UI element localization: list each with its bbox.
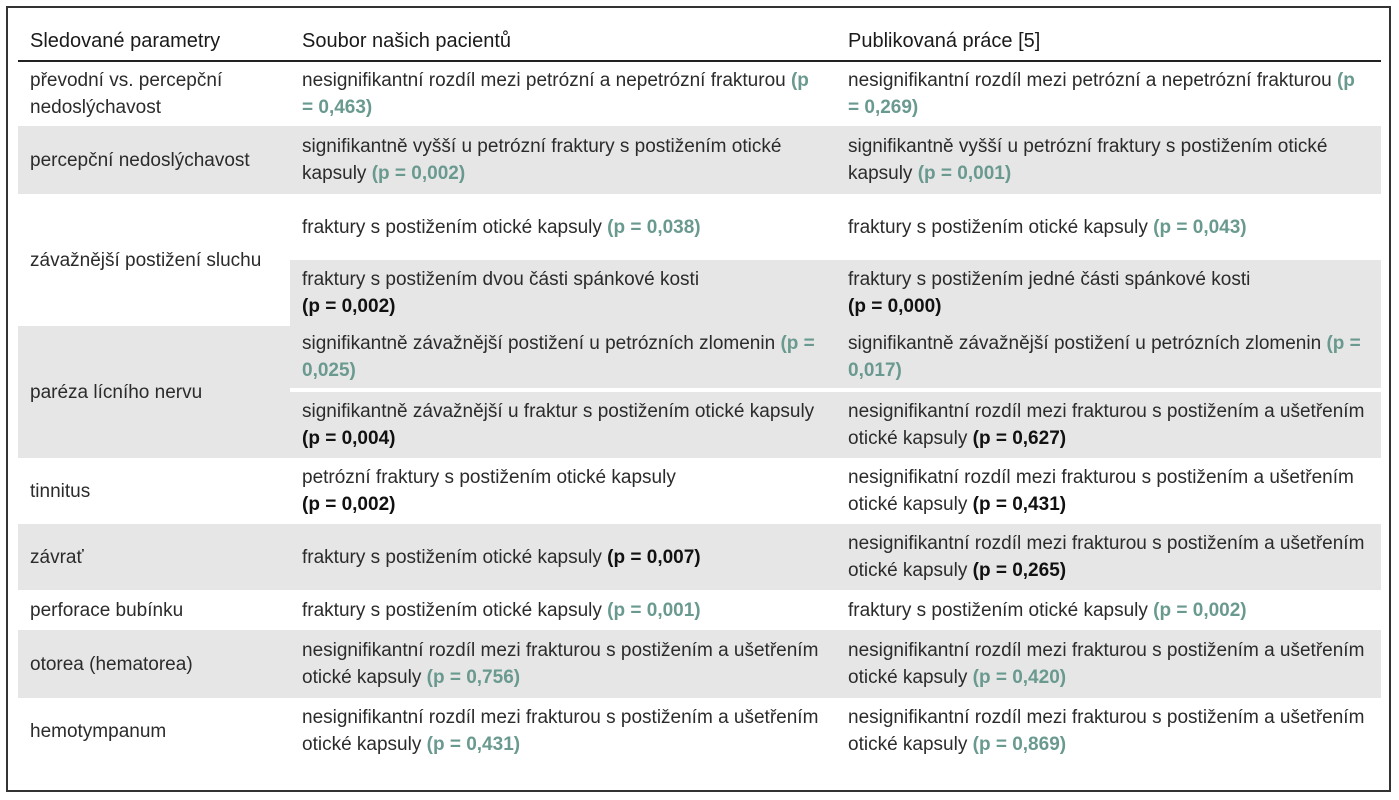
param-cell: perforace bubínku: [30, 599, 184, 621]
pub-cell: nesignifikantní rozdíl mezi petrózní a nepetrózní frakturou (p = 0,269): [848, 70, 1355, 118]
comparison-table: [18, 22, 1381, 764]
param-cell: percepční nedoslýchavost: [18, 126, 290, 194]
header-published-work: Publikovaná práce [5]: [836, 22, 1381, 62]
pub-cell: nesignifikantní rozdíl mezi frakturou s postižením a ušetřením otické kapsuly (p = 0,265): [836, 524, 1381, 590]
ours-cell: signifikantně vyšší u petrózní fraktury s postižením otické kapsuly (p = 0,002): [290, 126, 836, 194]
table-row: [18, 194, 1381, 260]
param-cell: převodní vs. percepční nedoslýchavost: [30, 70, 223, 118]
param-cell: tinnitus: [30, 480, 91, 502]
header-our-patients: Soubor našich pacientů: [290, 22, 836, 62]
table-row: [18, 630, 1381, 698]
ours-cell: petrózní fraktury s postižením otické kapsuly (p = 0,002): [302, 467, 676, 515]
ours-cell: signifikantně závažnější u fraktur s postižením otické kapsuly (p = 0,004): [290, 392, 836, 458]
ours-cell: fraktury s postižením dvou části spánkové kosti (p = 0,002): [290, 260, 836, 326]
ours-cell: signifikantně závažnější postižení u petrózních zlomenin (p = 0,025): [290, 326, 836, 392]
table-row: [18, 62, 1381, 126]
pub-cell: fraktury s postižením otické kapsuly (p = 0,002): [848, 599, 1247, 621]
pub-cell: nesignifikantní rozdíl mezi frakturou s postižením a ušetřením otické kapsuly (p = 0,627): [836, 392, 1381, 458]
param-cell: závažnější postižení sluchu: [30, 249, 262, 271]
table-row: [18, 524, 1381, 590]
table-row: [18, 458, 1381, 524]
header-parameters: Sledované parametry: [18, 22, 290, 62]
table-row: [18, 698, 1381, 764]
pub-cell: nesignifikantní rozdíl mezi frakturou s postižením a ušetřením otické kapsuly (p = 0,420): [836, 630, 1381, 698]
param-cell: otorea (hematorea): [18, 630, 290, 698]
ours-cell: fraktury s postižením otické kapsuly (p = 0,038): [302, 216, 701, 238]
header-row: [18, 22, 1381, 62]
table-row: [18, 590, 1381, 630]
param-cell: paréza lícního nervu: [18, 326, 290, 458]
ours-cell: fraktury s postižením otické kapsuly (p = 0,007): [290, 524, 836, 590]
table-row: [18, 126, 1381, 194]
pub-cell: signifikantně vyšší u petrózní fraktury s postižením otické kapsuly (p = 0,001): [836, 126, 1381, 194]
ours-cell: fraktury s postižením otické kapsuly (p = 0,001): [302, 599, 701, 621]
pub-cell: signifikantně závažnější postižení u petrózních zlomenin (p = 0,017): [836, 326, 1381, 392]
ours-cell: nesignifikantní rozdíl mezi frakturou s postižením a ušetřením otické kapsuly (p = 0,756): [290, 630, 836, 698]
pub-cell: fraktury s postižením jedné části spánkové kosti (p = 0,000): [836, 260, 1381, 326]
param-cell: hemotympanum: [30, 720, 167, 742]
ours-cell: nesignifikantní rozdíl mezi petrózní a nepetrózní frakturou (p = 0,463): [302, 70, 809, 118]
pub-cell: fraktury s postižením otické kapsuly (p = 0,043): [848, 216, 1247, 238]
table-row: [18, 326, 1381, 392]
pub-cell: nesignifikantní rozdíl mezi frakturou s postižením a ušetřením otické kapsuly (p = 0,869): [848, 707, 1365, 755]
pub-cell: nesignifikatní rozdíl mezi frakturou s postižením a ušetřením otické kapsuly (p = 0,431): [848, 467, 1354, 515]
ours-cell: nesignifikantní rozdíl mezi frakturou s postižením a ušetřením otické kapsuly (p = 0,431): [302, 707, 819, 755]
param-cell: závrať: [18, 524, 290, 590]
